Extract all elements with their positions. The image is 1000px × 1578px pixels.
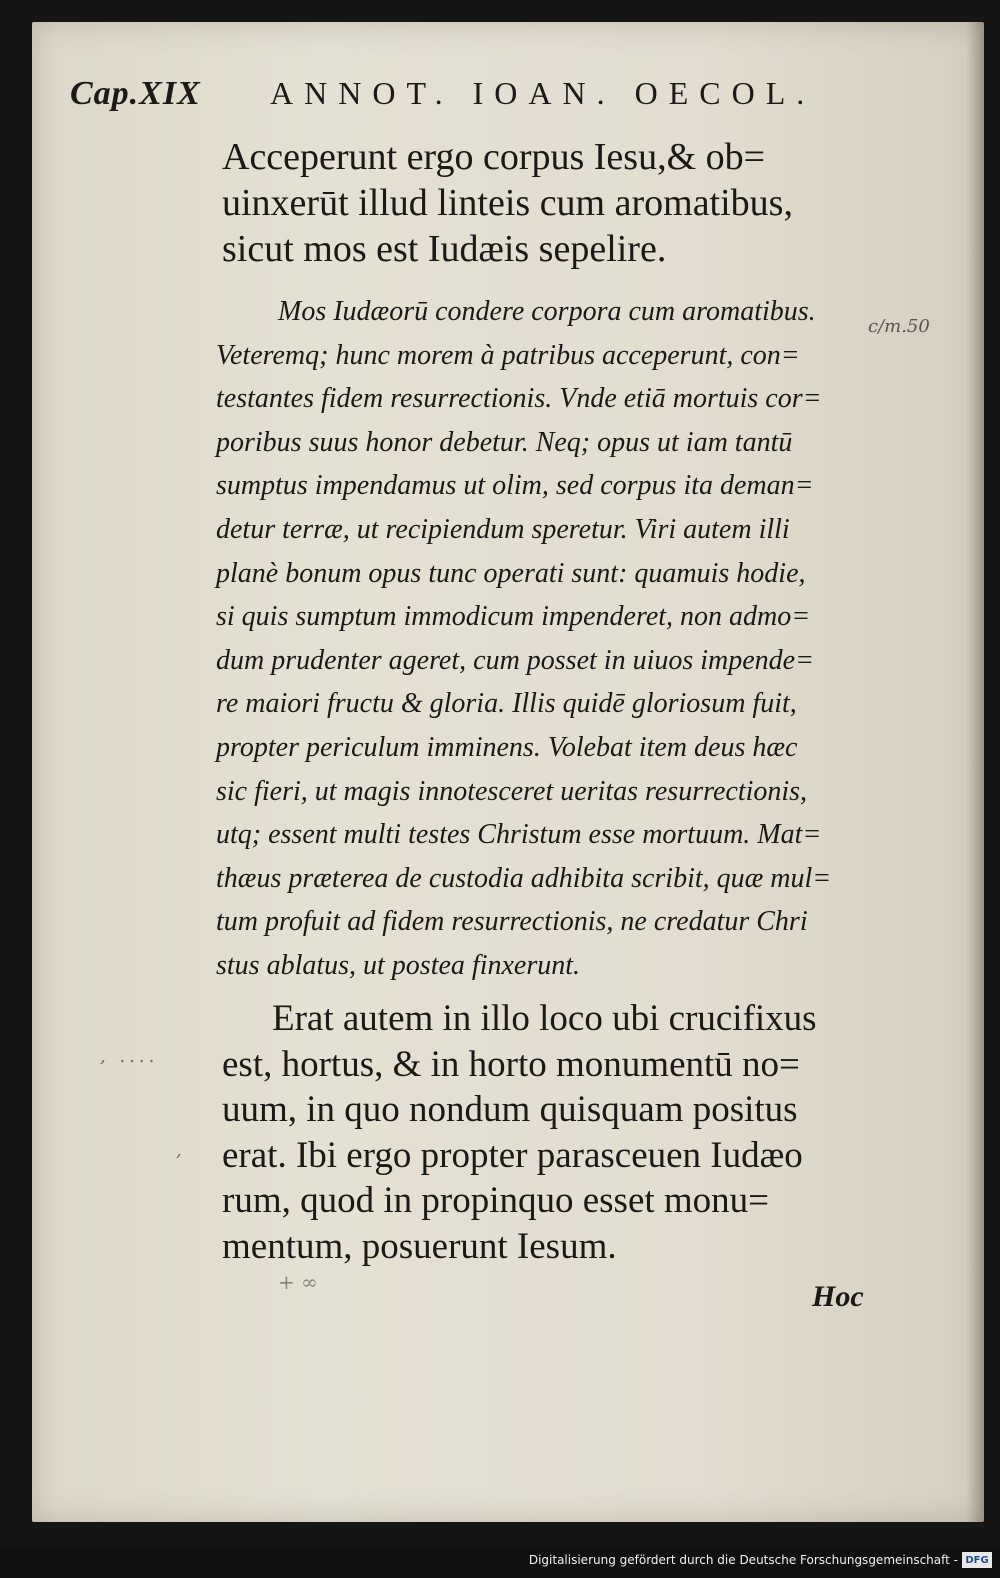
commentary-line: propter periculum imminens. Volebat item deus hæc [216, 731, 798, 763]
commentary-line: sic fieri, ut magis innotesceret ueritas resurrectionis, [216, 775, 808, 807]
dfg-logo-icon: DFG [962, 1552, 992, 1568]
commentary-line: thæus præterea de custodia adhibita scribit, quæ mul= [216, 862, 832, 894]
commentary-line: dum prudenter ageret, cum posset in uiuos impende= [216, 644, 814, 676]
commentary-line: tum profuit ad fidem resurrectionis, ne credatur Chri [216, 906, 808, 938]
lemma-block-1 [222, 134, 912, 272]
commentary-line: stus ablatus, ut postea finxerunt. [216, 949, 580, 981]
commentary-line: si quis sumptum immodicum impenderet, non admo= [216, 601, 811, 633]
lemma-line: rum, quod in propinquo esset monu= [222, 1180, 770, 1221]
commentary-line: poribus suus honor debetur. Neq; opus ut iam tantū [216, 426, 793, 458]
lemma-line: Acceperunt ergo corpus Iesu,& ob= [222, 136, 766, 178]
marginal-note-4: + ∞ [278, 1270, 318, 1294]
lemma-line: sicut mos est Iudæis sepelire. [222, 228, 667, 270]
lemma-line: uum, in quo nondum quisquam positus [222, 1089, 798, 1130]
page-edge-shadow [966, 22, 984, 1522]
lemma-line: mentum, posuerunt Iesum. [222, 1225, 617, 1267]
catchword: Hoc [812, 1280, 864, 1313]
marginal-note-3: , [176, 1140, 182, 1161]
chapter-label: Cap.XIX [70, 75, 201, 112]
marginal-note-1: c/m.50 [868, 316, 930, 337]
commentary-line: sumptus impendamus ut olim, sed corpus ita deman= [216, 470, 814, 502]
lemma-line: est, hortus, & in horto monumentū no= [222, 1043, 800, 1085]
running-head-title: ANNOT. IOAN. OECOL. [270, 75, 816, 111]
commentary-line: testantes fidem resurrectionis. Vnde etiā mortuis cor= [216, 383, 822, 415]
commentary-block [216, 290, 916, 988]
commentary-line: planè bonum opus tunc operati sunt: quamuis hodie, [216, 557, 806, 589]
footer-credit: Digitalisierung gefördert durch die Deutsche Forschungsgemeinschaft - [528, 1553, 958, 1567]
commentary-line: utq; essent multi testes Christum esse mortuum. Mat= [216, 819, 822, 851]
commentary-line: detur terræ, ut recipiendum speretur. Viri autem illi [216, 513, 790, 545]
lemma-line: uinxerūt illud linteis cum aromatibus, [222, 182, 793, 224]
lemma-line: erat. Ibi ergo propter parasceuen Iudæo [222, 1134, 803, 1176]
lemma-line: Erat autem in illo loco ubi crucifixus [272, 998, 817, 1039]
lemma-block-2 [222, 996, 912, 1269]
commentary-line: Veteremq; hunc morem à patribus acceperunt, con= [216, 339, 800, 371]
running-head [70, 75, 870, 125]
marginal-note-2: , .... [100, 1046, 159, 1067]
commentary-line: re maiori fructu & gloria. Illis quidē gloriosum fuit, [216, 688, 797, 720]
commentary-line: Mos Iudæorū condere corpora cum aromatibus. [278, 296, 816, 327]
